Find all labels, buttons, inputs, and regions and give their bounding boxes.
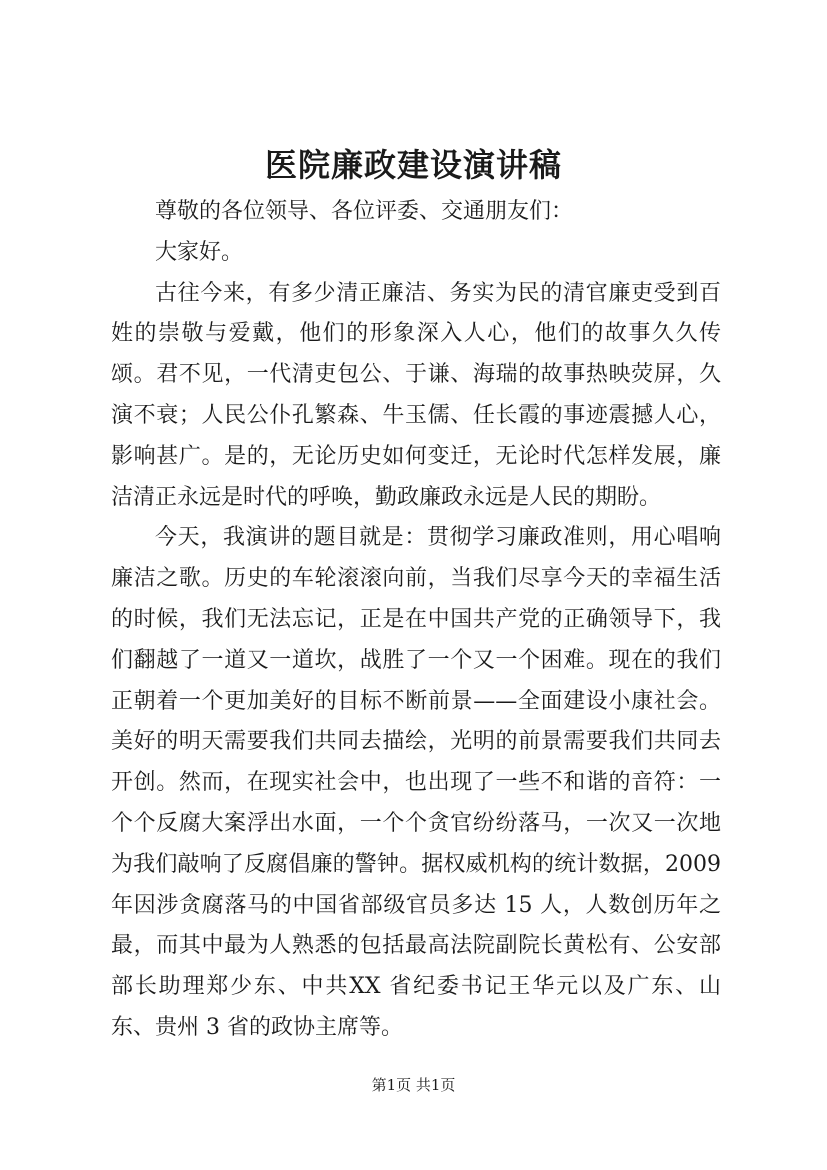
salutation-paragraph: 尊敬的各位领导、各位评委、交通朋友们：	[155, 199, 574, 224]
document-body	[111, 192, 721, 1049]
document-title: 医院廉政建设演讲稿	[264, 146, 562, 184]
greeting-paragraph: 大家好。	[155, 239, 244, 265]
body-paragraph: 古往今来，有多少清正廉洁、务实为民的清官廉吏受到百姓的崇敬与爱戴，他们的形象深入人心，他们的故事久久传颂。君不见，一代清吏包公、于谦、海瑞的故事热映荧屏，久演不衰；人民公仆孔繁森、牛玉儒、任长霞的事迹震撼人心，影响甚广。是的，无论历史如何变迁，无论时代怎样发展，廉洁清正永远是时代的呼唤，勤政廉政永远是人民的期盼。	[111, 280, 721, 510]
page-footer: 第1页 共1页	[371, 1076, 456, 1094]
body-paragraph: 今天，我演讲的题目就是：贯彻学习廉政准则，用心唱响廉洁之歌。历史的车轮滚滚向前，当我们尽享今天的幸福生活的时候，我们无法忘记，正是在中国共产党的正确领导下，我们翻越了一道又一道坎，战胜了一个又一个困难。现在的我们正朝着一个更加美好的目标不断前景——全面建设小康社会。美好的明天需要我们共同去描绘，光明的前景需要我们共同去开创。然而，在现实社会中，也出现了一些不和谐的音符：一个个反腐大案浮出水面，一个个贪官纷纷落马，一次又一次地为我们敲响了反腐倡廉的警钟。据权威机构的统计数据，2009 年因涉贪腐落马的中国省部级官员多达 15 人，人数创历年之最，而其中最为人熟悉的包括最高法院副院长黄松有、公安部部长助理郑少东、中共XX 省纪委书记王华元以及广东、山东、贵州 3 省的政协主席等。	[111, 525, 721, 1040]
